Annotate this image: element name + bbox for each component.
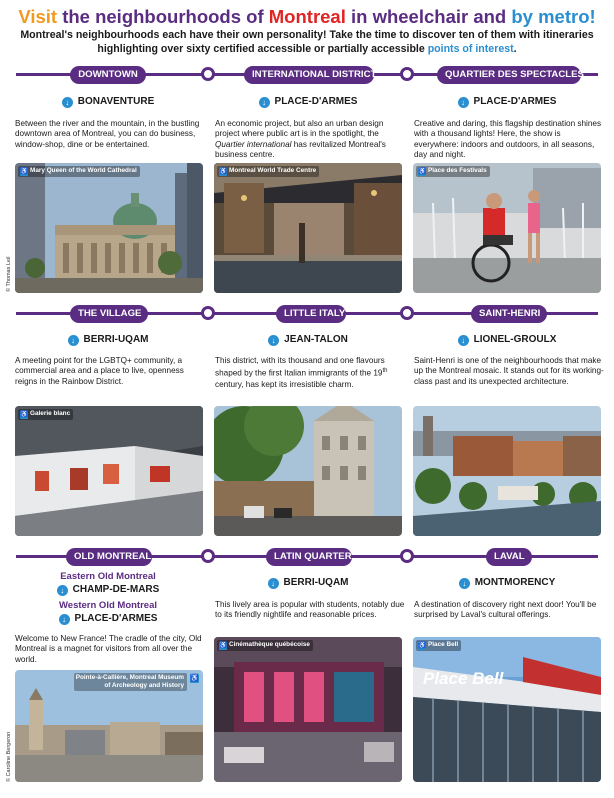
photo-caption: Pointe-à-Callière, Montreal Museum of Archeology and History (74, 673, 187, 691)
metro-icon: ↓ (268, 578, 279, 589)
metro-node (400, 306, 414, 320)
photo-little-italy (214, 406, 402, 536)
photo-credit: © Thomas Leil (6, 256, 12, 292)
neighbourhood-description: Between the river and the mountain, in the bustling downtown area of Montreal, you can do business, window-shop, dine or be entertained. (15, 119, 200, 149)
neighbourhood-badge-saint-henri: SAINT-HENRI (471, 305, 547, 323)
neighbourhood-badge-international-district: INTERNATIONAL DISTRICT (244, 66, 374, 84)
photo-latin-quarter (214, 637, 402, 782)
photo-caption: ♿ Mary Queen of the World Cathedral (18, 166, 140, 177)
intro-text: Montreal's neighbourhoods each have their own personality! Take the time to discover ten of them with itineraries highlighting over sixty certified accessible or partially accessible points of interest. (20, 29, 594, 55)
photo-caption: ♿ Place des Festivals (416, 166, 490, 177)
metro-icon: ↓ (62, 97, 73, 108)
photo-downtown (15, 163, 203, 293)
station-label: ↓ MONTMORENCY (412, 577, 602, 589)
metro-icon: ↓ (68, 335, 79, 346)
neighbourhood-description: A meeting point for the LGBTQ+ community, a commercial area and a place to live, openness reigns in the Rainbow District. (15, 356, 184, 386)
wheelchair-icon: ♿ (219, 168, 228, 175)
wheelchair-icon: ♿ (219, 642, 228, 649)
metro-icon: ↓ (459, 578, 470, 589)
wheelchair-icon: ♿ (190, 675, 199, 682)
station-label: ↓ LIONEL-GROULX (412, 334, 602, 346)
photo-old-montreal (15, 670, 203, 782)
neighbourhood-badge-quartier-des-spectacles: QUARTIER DES SPECTACLES (437, 66, 581, 84)
metro-node (201, 549, 215, 563)
neighbourhood-description: Welcome to New France! The cradle of the city, Old Montreal is a magnet for visitors from all over the world. (15, 634, 202, 664)
neighbourhood-description: This lively area is popular with students, notably due to its friendly nightlife and reasonable prices. (215, 600, 405, 620)
metro-node (400, 549, 414, 563)
title-visit: Visit (18, 6, 58, 27)
neighbourhood-badge-little-italy: LITTLE ITALY (276, 305, 346, 323)
title-metro: by metro! (511, 6, 596, 27)
photo-caption: ♿ Galerie blanc (18, 409, 73, 420)
metro-icon: ↓ (59, 614, 70, 625)
photo-caption: ♿ Place Bell (416, 640, 461, 651)
neighbourhood-badge-downtown: DOWNTOWN (70, 66, 146, 84)
station-label: ↓ CHAMP-DE-MARS (13, 584, 203, 596)
wheelchair-icon: ♿ (418, 168, 427, 175)
metro-node (400, 67, 414, 81)
photo-quartier-des-spectacles (413, 163, 601, 293)
photo-caption: ♿ Montreal World Trade Centre (217, 166, 319, 177)
metro-node (201, 67, 215, 81)
photo-caption: ♿ Cinémathèque québécoise (217, 640, 313, 651)
page-title (0, 6, 614, 28)
neighbourhood-description: Saint-Henri is one of the neighbourhoods that make up the Montreal mosaic. It stands out for its working-class past and its unexpected architecture. (414, 356, 604, 386)
neighbourhood-badge-old-montreal: OLD MONTREAL (66, 548, 152, 566)
metro-icon: ↓ (57, 585, 68, 596)
title-montreal: Montreal (268, 6, 346, 27)
photo-credit: © Caroline Bergeron (6, 731, 12, 782)
photo-laval (413, 637, 601, 782)
wheelchair-icon: ♿ (20, 168, 29, 175)
sub-area-label: Eastern Old Montreal (60, 571, 156, 582)
photo-saint-henri (413, 406, 601, 536)
metro-icon: ↓ (458, 97, 469, 108)
title-mid: the neighbourhoods of (57, 6, 269, 27)
station-label: ↓ JEAN-TALON (213, 334, 403, 346)
neighbourhood-badge-the-village: THE VILLAGE (70, 305, 148, 323)
neighbourhood-description: An economic project, but also an urban design project where public art is in the spotlight, the Quartier international has revitalized Montreal's business centre. (215, 119, 386, 160)
neighbourhood-description: This district, with its thousand and one flavours shaped by the first Italian immigrants of the 19th century, has kept its irresistible charm. (215, 356, 388, 389)
metro-icon: ↓ (268, 335, 279, 346)
station-label: ↓ BERRI-UQAM (213, 577, 403, 589)
metro-icon: ↓ (458, 335, 469, 346)
photo-the-village (15, 406, 203, 536)
metro-icon: ↓ (259, 97, 270, 108)
metro-node (201, 306, 215, 320)
station-label: ↓ PLACE-D'ARMES (213, 96, 403, 108)
points-of-interest-link[interactable]: points of interest (427, 42, 514, 55)
station-label: ↓ BERRI-UQAM (13, 334, 203, 346)
neighbourhood-description: Creative and daring, this flagship destination shines with a thousand lights! Here, the show is everywhere: indoors and outdoors, in all seasons, day and night. (414, 119, 602, 160)
station-label: ↓ BONAVENTURE (13, 96, 203, 108)
photo-international-district (214, 163, 402, 293)
neighbourhood-description: A destination of discovery right next door! You'll be surprised by Laval's cultural offerings. (414, 600, 597, 620)
sub-area-label: Western Old Montreal (58, 600, 157, 611)
place-bell-sign: Place Bell (423, 669, 504, 688)
station-label: ↓ PLACE-D'ARMES (13, 613, 203, 625)
neighbourhood-badge-laval: LAVAL (486, 548, 532, 566)
wheelchair-icon: ♿ (20, 411, 29, 418)
wheelchair-icon: ♿ (418, 642, 427, 649)
neighbourhood-badge-latin-quarter: LATIN QUARTER (266, 548, 352, 566)
title-wheelchair: in wheelchair and (345, 6, 512, 27)
station-label: ↓ PLACE-D'ARMES (412, 96, 602, 108)
